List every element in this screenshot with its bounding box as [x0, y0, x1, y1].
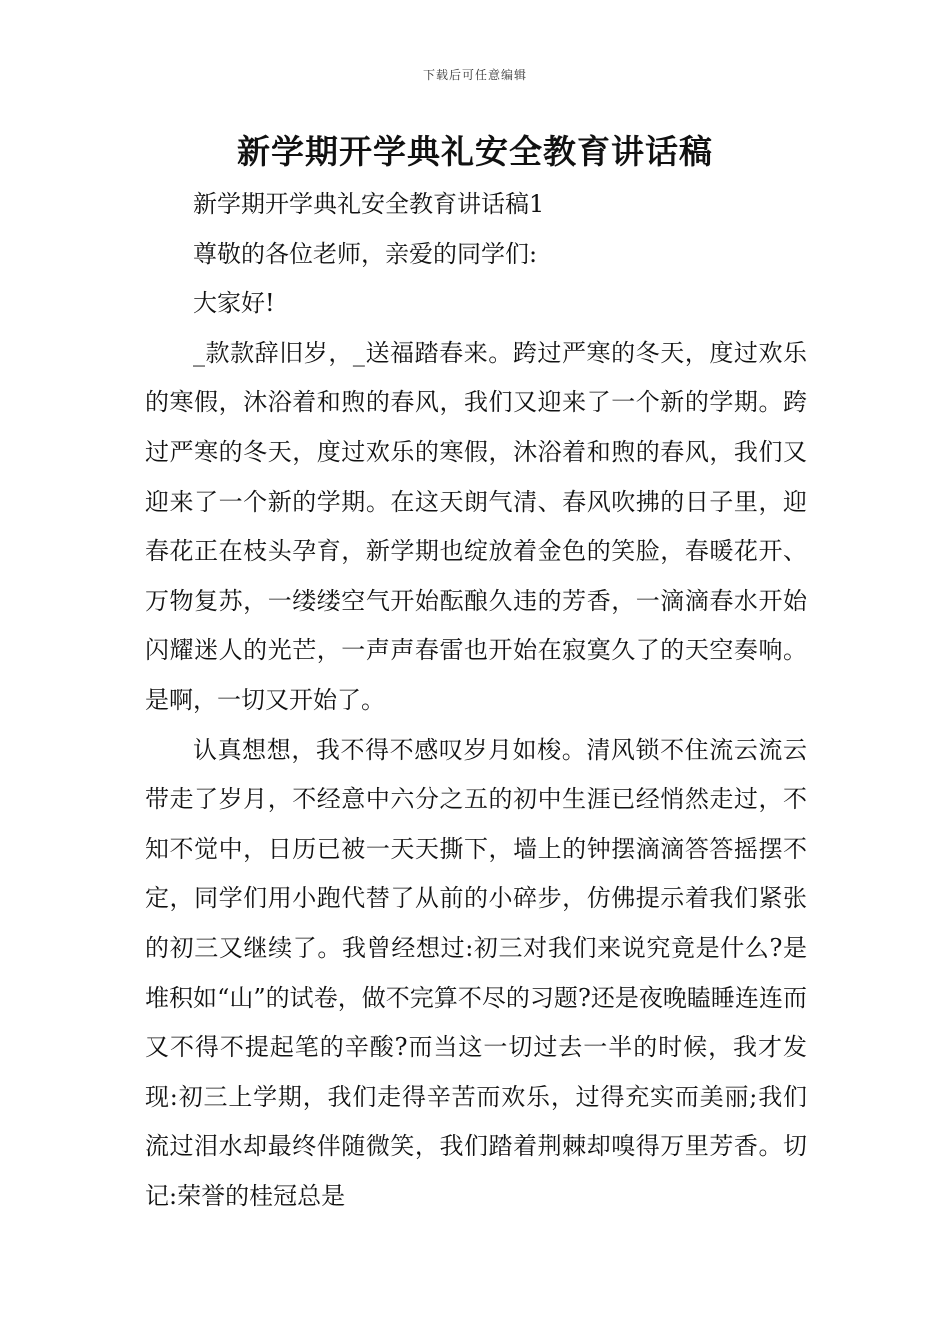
body-paragraph-1: _款款辞旧岁，_送福踏春来。跨过严寒的冬天，度过欢乐的寒假，沐浴着和煦的春风，我们又迎来了一个新的学期。跨过严寒的冬天，度过欢乐的寒假，沐浴着和煦的春风，我们又迎来了一个新的学期。在这天朗气清、春风吹拂的日子里，迎春花正在枝头孕育，新学期也绽放着金色的笑脸，春暖花开、万物复苏，一缕缕空气开始酝酿久违的芳香，一滴滴春水开始闪耀迷人的光芒，一声声春雷也开始在寂寞久了的天空奏响。是啊，一切又开始了。 — [145, 338, 807, 714]
header-note: 下载后可任意编辑 — [422, 68, 527, 82]
salutation-paragraph: 尊敬的各位老师，亲爱的同学们: — [193, 239, 538, 268]
document-title: 新学期开学典礼安全教育讲话稿 — [237, 132, 713, 171]
greeting-paragraph: 大家好! — [193, 289, 275, 318]
subtitle-paragraph: 新学期开学典礼安全教育讲话稿1 — [193, 190, 545, 218]
body-paragraph-2: 认真想想，我不得不感叹岁月如梭。清风锁不住流云流云带走了岁月，不经意中六分之五的初中生涯已经悄然走过，不知不觉中，日历已被一天天撕下，墙上的钟摆滴滴答答摇摆不定，同学们用小跑代替了从前的小碎步，仿佛提示着我们紧张的初三又继续了。我曾经想过:初三对我们来说究竟是什么?是堆积如“山”的试卷，做不完算不尽的习题?还是夜晚瞌睡连连而又不得不提起笔的辛酸?而当这一切过去一半的时候，我才发现:初三上学期，我们走得辛苦而欢乐，过得充实而美丽;我们流过泪水却最终伴随微笑，我们踏着荆棘却嗅得万里芳香。切记:荣誉的桂冠总是 — [145, 735, 807, 1210]
document-body — [145, 180, 807, 1221]
